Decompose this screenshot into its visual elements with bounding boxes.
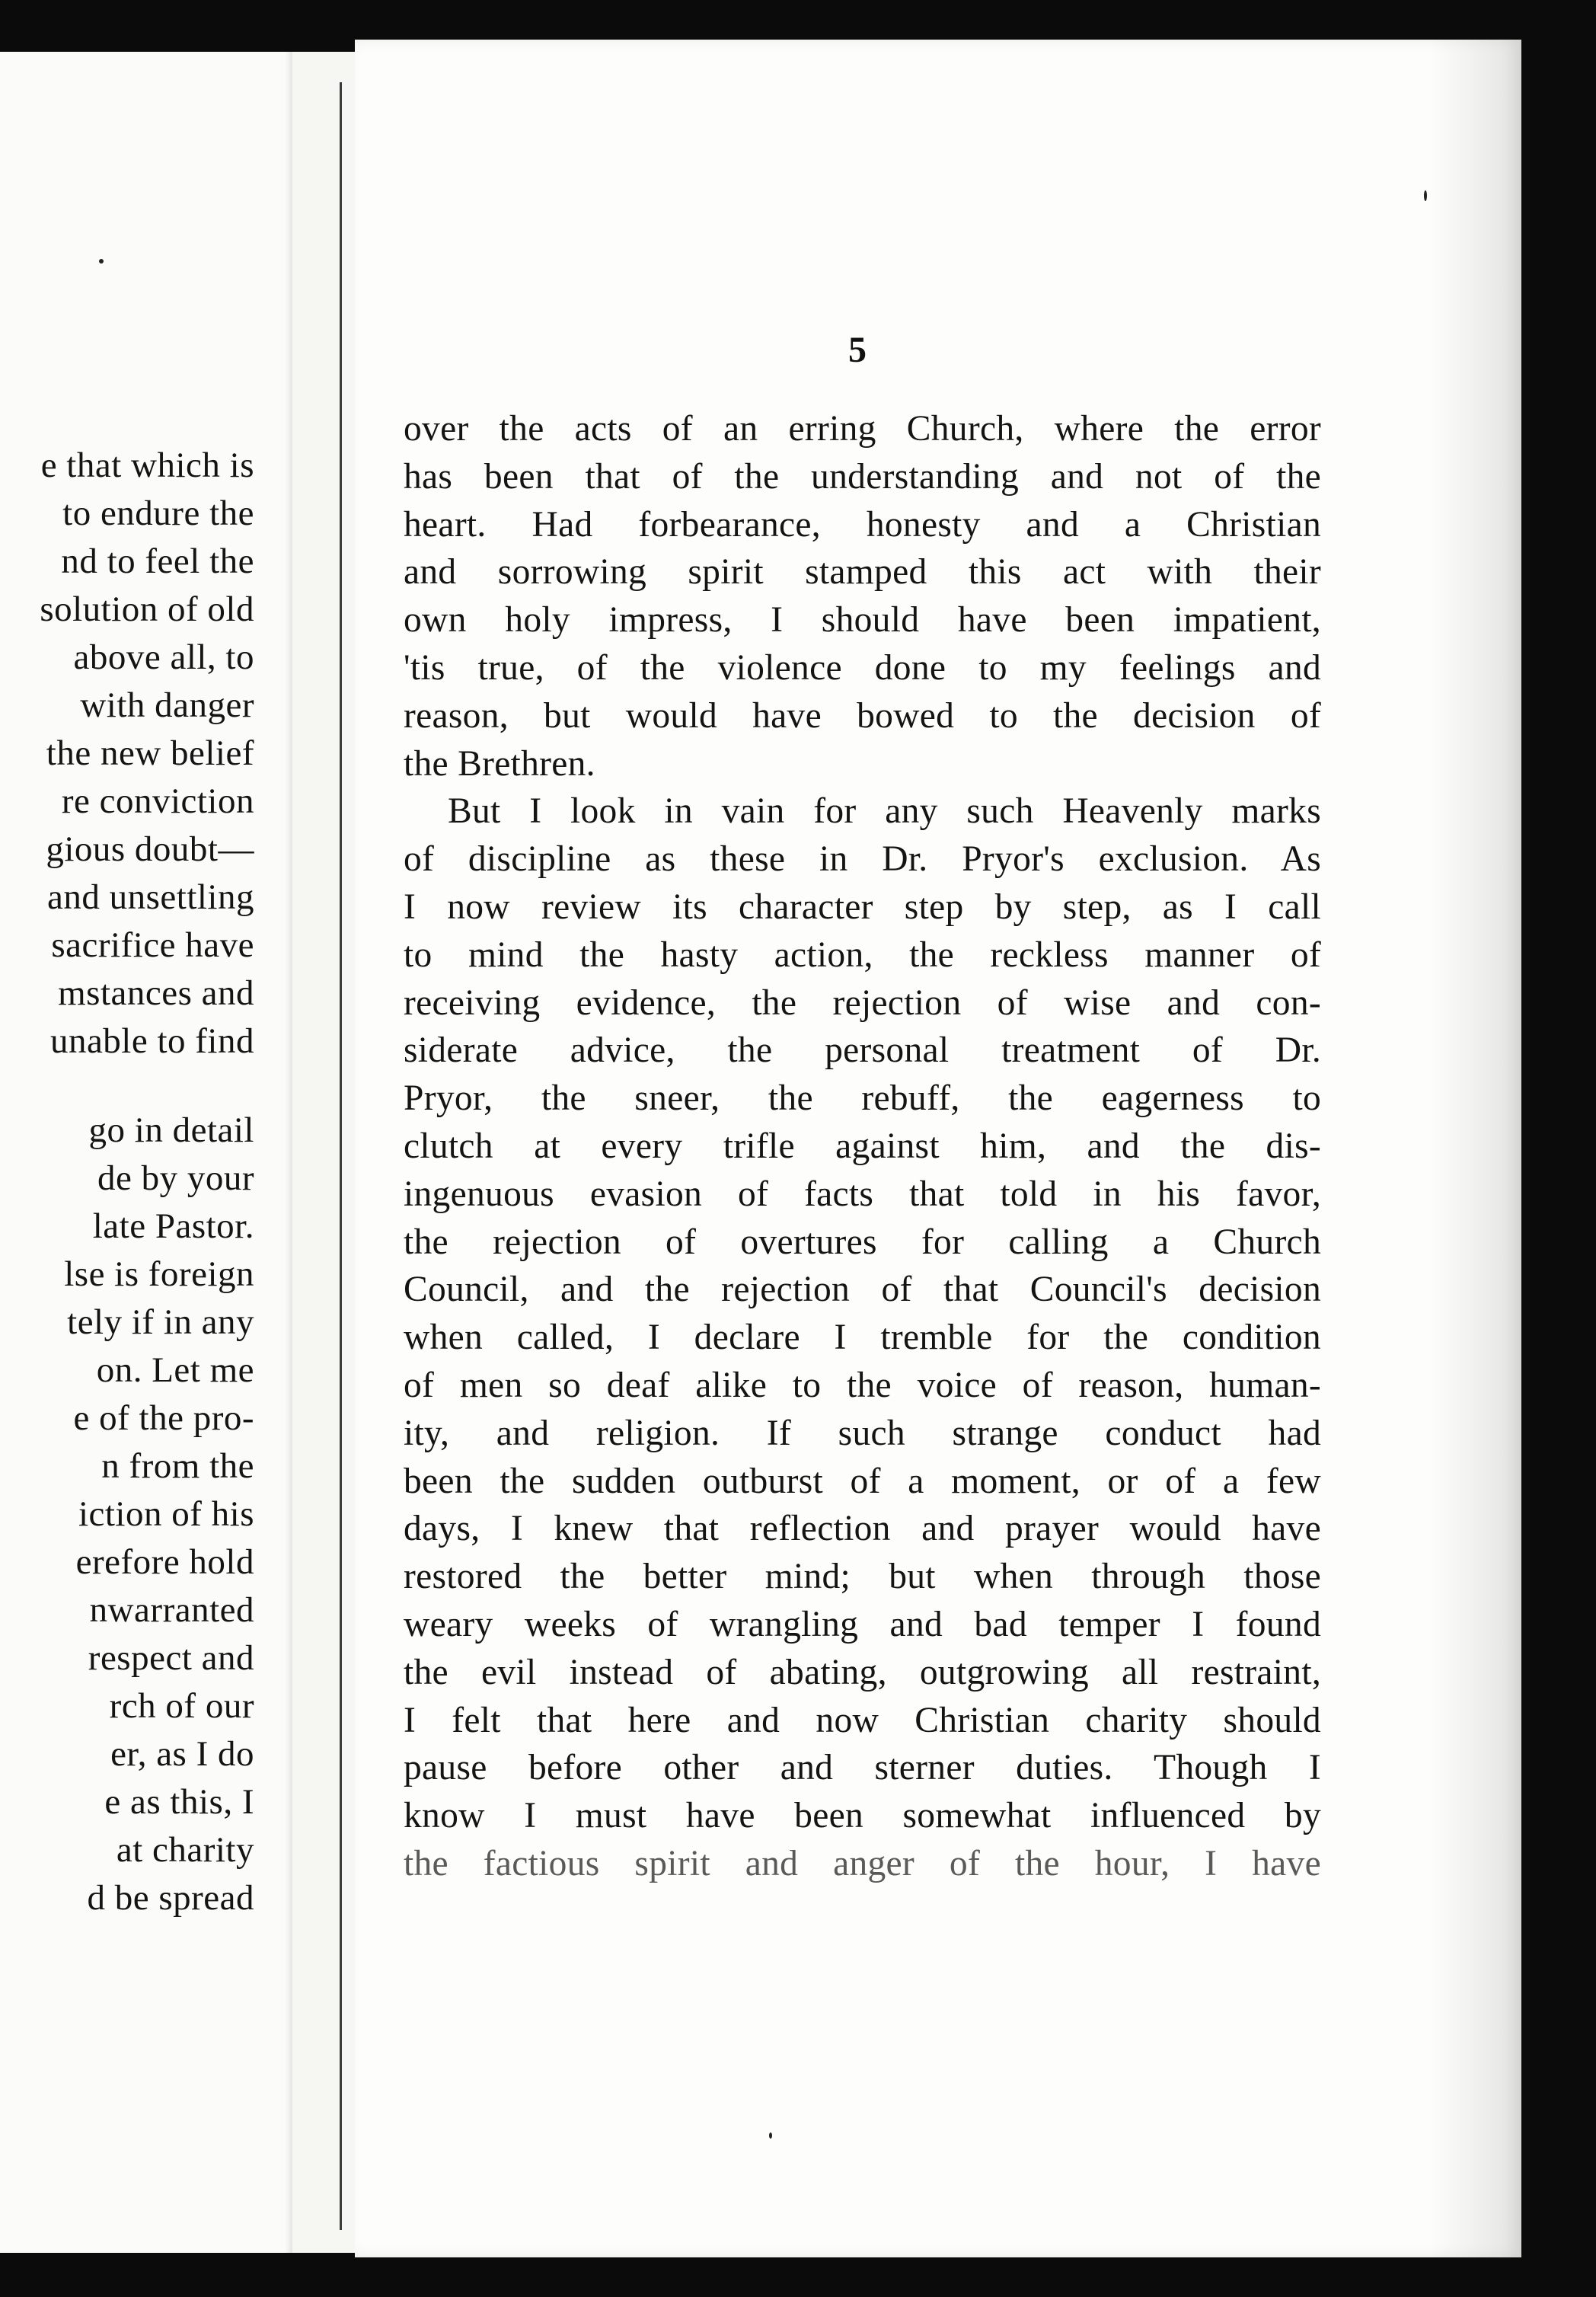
left-line: to endure the [62, 494, 254, 533]
left-line: e that which is [40, 446, 254, 485]
text-line: receiving evidence, the rejection of wise and con- [404, 982, 1321, 1023]
text-line: of men so deaf alike to the voice of reason, human- [404, 1365, 1321, 1405]
text-line: been the sudden outburst of a moment, or of a few [404, 1461, 1321, 1501]
gutter-fold-line [340, 82, 342, 2230]
left-line: unable to find [49, 1021, 254, 1061]
left-line: with danger [80, 685, 254, 725]
text-line: has been that of the understanding and not of the [404, 456, 1321, 497]
left-line: n from the [101, 1446, 254, 1486]
left-line: d be spread [87, 1878, 254, 1918]
left-line: nd to feel the [61, 542, 254, 581]
left-line: re conviction [61, 781, 254, 821]
text-line: the Brethren. [404, 743, 595, 784]
book-gutter [292, 52, 362, 2253]
text-line: I felt that here and now Christian charity should [404, 1700, 1321, 1740]
page-edge-shade [1430, 40, 1521, 2257]
left-line: de by your [97, 1158, 254, 1198]
left-line: nwarranted [89, 1590, 254, 1630]
paragraph-start-line: But I look in vain for any such Heavenly marks [448, 791, 1321, 832]
left-line: mstances and [58, 973, 254, 1013]
text-line: ity, and religion. If such strange conduct had [404, 1413, 1321, 1453]
text-line: I now review its character step by step, as I call [404, 887, 1321, 927]
left-line: e as this, I [104, 1782, 254, 1822]
left-line: the new belief [46, 733, 254, 773]
text-line: clutch at every trifle against him, and the dis- [404, 1126, 1321, 1166]
scan-speck [99, 259, 104, 264]
left-line: go in detail [88, 1110, 254, 1150]
text-line: restored the better mind; but when through those [404, 1557, 1321, 1597]
scan-speck [1424, 190, 1427, 201]
left-line: gious doubt— [46, 829, 254, 869]
text-line: own holy impress, I should have been impatient, [404, 600, 1321, 641]
text-line: pause before other and sterner duties. Though I [404, 1748, 1321, 1788]
left-line: e of the pro- [73, 1398, 254, 1438]
text-line: Pryor, the sneer, the rebuff, the eagerness to [404, 1078, 1321, 1119]
text-line: when called, I declare I tremble for the condition [404, 1318, 1321, 1358]
right-page [355, 40, 1521, 2257]
left-line: and unsettling [47, 877, 254, 917]
text-line: know I must have been somewhat influenced by [404, 1796, 1321, 1836]
left-line: lse is foreign [64, 1254, 254, 1294]
left-page [0, 52, 295, 2253]
text-line: of discipline as these in Dr. Pryor's exclusion. As [404, 839, 1321, 880]
text-line: weary weeks of wrangling and bad temper I found [404, 1604, 1321, 1644]
text-line: 'tis true, of the violence done to my feelings and [404, 647, 1321, 688]
left-line: above all, to [73, 637, 254, 677]
left-line: solution of old [40, 589, 254, 629]
text-line: over the acts of an erring Church, where the error [404, 409, 1321, 449]
left-line: late Pastor. [92, 1206, 254, 1246]
text-line: the evil instead of abating, outgrowing all restraint, [404, 1652, 1321, 1692]
scan-speck [769, 2132, 772, 2139]
text-line: reason, but would have bowed to the decision of [404, 695, 1321, 736]
text-line: Council, and the rejection of that Council's decision [404, 1270, 1321, 1310]
left-line: sacrifice have [51, 925, 254, 965]
left-line: erefore hold [75, 1542, 254, 1582]
text-line: days, I knew that reflection and prayer would have [404, 1509, 1321, 1549]
text-line: the factious spirit and anger of the hour, I have [404, 1843, 1321, 1883]
text-line: siderate advice, the personal treatment of Dr. [404, 1030, 1321, 1071]
left-line: at charity [116, 1830, 254, 1870]
left-line: er, as I do [110, 1734, 254, 1774]
text-line: ingenuous evasion of facts that told in his favor, [404, 1174, 1321, 1214]
text-line: to mind the hasty action, the reckless manner of [404, 934, 1321, 975]
body-text [404, 405, 1321, 1888]
left-line: rch of our [109, 1686, 254, 1726]
text-line: heart. Had forbearance, honesty and a Christian [404, 504, 1321, 545]
text-line: the rejection of overtures for calling a Church [404, 1222, 1321, 1262]
left-line: iction of his [78, 1494, 254, 1534]
left-line: respect and [88, 1638, 254, 1678]
page-number: 5 [848, 330, 867, 370]
text-line: and sorrowing spirit stamped this act with their [404, 552, 1321, 593]
left-line: on. Let me [96, 1350, 254, 1390]
left-line: tely if in any [67, 1302, 254, 1342]
left-page-text [0, 442, 254, 1922]
